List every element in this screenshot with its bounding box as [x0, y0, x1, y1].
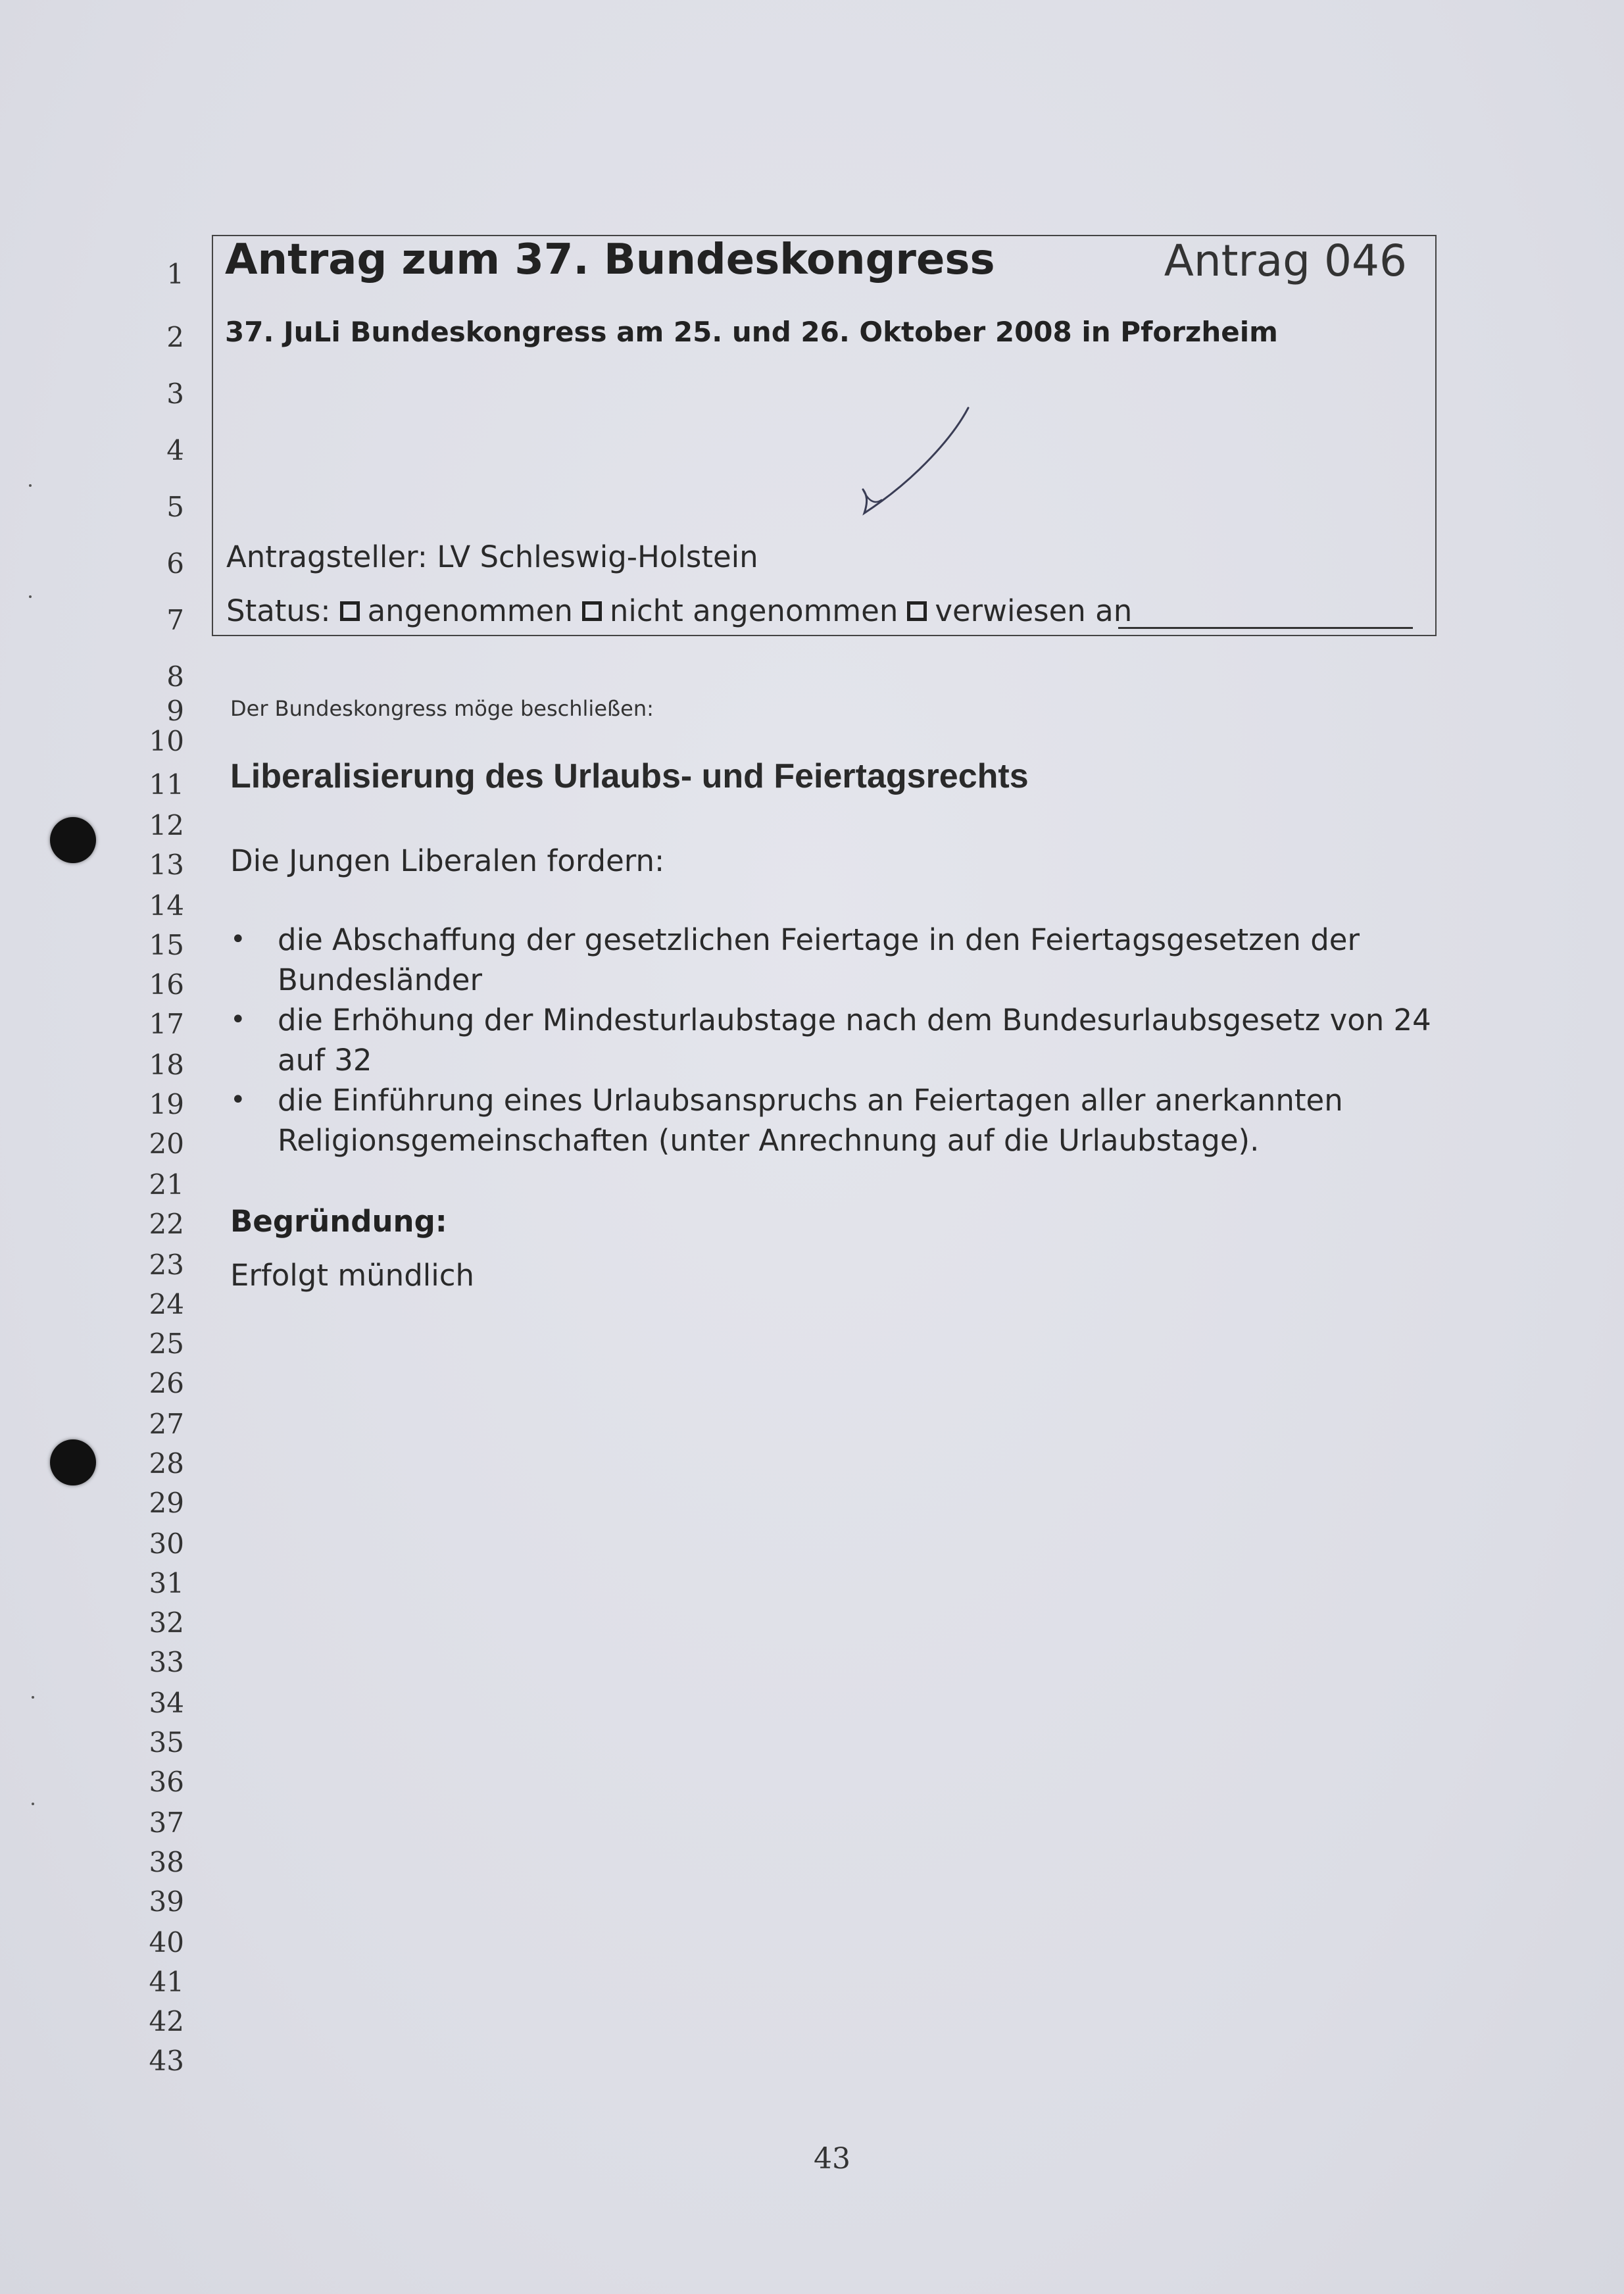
line-number: 8: [166, 661, 184, 693]
status-checkbox-verwiesen[interactable]: [907, 601, 927, 621]
begruendung-text: Erfolgt mündlich: [230, 1258, 475, 1293]
line-number: 16: [149, 968, 184, 1001]
list-item: • die Abschaffung der gesetzlichen Feiertage in den Feiertagsgesetzen der Bundesländer: [230, 920, 1447, 1000]
line-number: 3: [166, 378, 184, 410]
motion-lead: Die Jungen Liberalen fordern:: [230, 843, 665, 878]
line-number: 24: [149, 1288, 184, 1320]
line-number: 32: [149, 1607, 184, 1639]
line-number: 4: [166, 434, 184, 466]
punch-hole-bottom: [50, 1439, 96, 1485]
antragsteller: Antragsteller: LV Schleswig-Holstein: [226, 539, 758, 574]
line-number: 30: [149, 1528, 184, 1560]
verwiesen-an-blank-line[interactable]: [1118, 627, 1413, 629]
scan-speck: [32, 1696, 34, 1699]
line-number: 21: [149, 1168, 184, 1201]
line-number: 15: [149, 929, 184, 961]
scan-speck: [29, 484, 32, 487]
line-number: 19: [149, 1088, 184, 1120]
line-number: 27: [149, 1408, 184, 1440]
line-number: 9: [166, 695, 184, 727]
line-number: 12: [149, 809, 184, 841]
scan-speck: [29, 595, 32, 598]
status-row: [226, 593, 1132, 628]
status-checkbox-nicht-angenommen[interactable]: [582, 601, 602, 621]
line-number: 26: [149, 1367, 184, 1399]
line-number: 14: [149, 889, 184, 922]
line-number: 28: [149, 1447, 184, 1480]
line-number: 42: [149, 2005, 184, 2037]
list-item: • die Einführung eines Urlaubsanspruchs an Feiertagen aller anerkannten Religionsgemeinschaften (unter Anrechnung auf die Urlaubstage).: [230, 1080, 1447, 1160]
line-number: 20: [149, 1128, 184, 1160]
status-option-angenommen: angenommen: [367, 593, 573, 628]
punch-hole-top: [50, 817, 96, 863]
line-number: 2: [166, 321, 184, 353]
list-item: • die Erhöhung der Mindesturlaubstage nach dem Bundesurlaubsgesetz von 24 auf 32: [230, 1000, 1447, 1080]
status-label: Status:: [226, 593, 331, 628]
line-number: 41: [149, 1966, 184, 1998]
line-number: 33: [149, 1646, 184, 1678]
line-number: 29: [149, 1487, 184, 1519]
line-number: 6: [166, 547, 184, 580]
status-checkbox-angenommen[interactable]: [340, 601, 360, 621]
line-number: 37: [149, 1807, 184, 1839]
header-box: [212, 235, 1437, 636]
line-number: 40: [149, 1926, 184, 1958]
line-number: 35: [149, 1726, 184, 1758]
line-number: 36: [149, 1766, 184, 1798]
line-number: 5: [166, 491, 184, 523]
demands-list: [230, 920, 1447, 1160]
congress-subtitle: 37. JuLi Bundeskongress am 25. und 26. Oktober 2008 in Pforzheim: [225, 316, 1278, 348]
line-number: 43: [149, 2045, 184, 2077]
line-number: 7: [166, 604, 184, 636]
page-number: 43: [814, 2142, 850, 2176]
line-number: 25: [149, 1328, 184, 1360]
begruendung-label: Begründung:: [230, 1204, 447, 1239]
handwritten-checkmark-icon: [855, 403, 980, 521]
line-number: 38: [149, 1846, 184, 1878]
line-number: 39: [149, 1885, 184, 1918]
document-title: Antrag zum 37. Bundeskongress: [225, 236, 995, 284]
antrag-number: Antrag 046: [1164, 236, 1407, 286]
scan-speck: [32, 1803, 34, 1805]
status-option-nicht-angenommen: nicht angenommen: [609, 593, 898, 628]
line-number: 1: [166, 258, 184, 290]
line-number: 13: [149, 849, 184, 881]
line-number: 18: [149, 1049, 184, 1081]
status-option-verwiesen: verwiesen an: [935, 593, 1133, 628]
line-number: 31: [149, 1567, 184, 1599]
line-number: 11: [149, 768, 184, 801]
line-number: 34: [149, 1687, 184, 1719]
line-number: 23: [149, 1249, 184, 1281]
line-number: 17: [149, 1008, 184, 1040]
line-number: 10: [149, 725, 184, 757]
line-number: 22: [149, 1208, 184, 1240]
motion-heading: Liberalisierung des Urlaubs- und Feiertagsrechts: [230, 757, 1029, 795]
motion-intro: Der Bundeskongress möge beschließen:: [230, 696, 654, 721]
